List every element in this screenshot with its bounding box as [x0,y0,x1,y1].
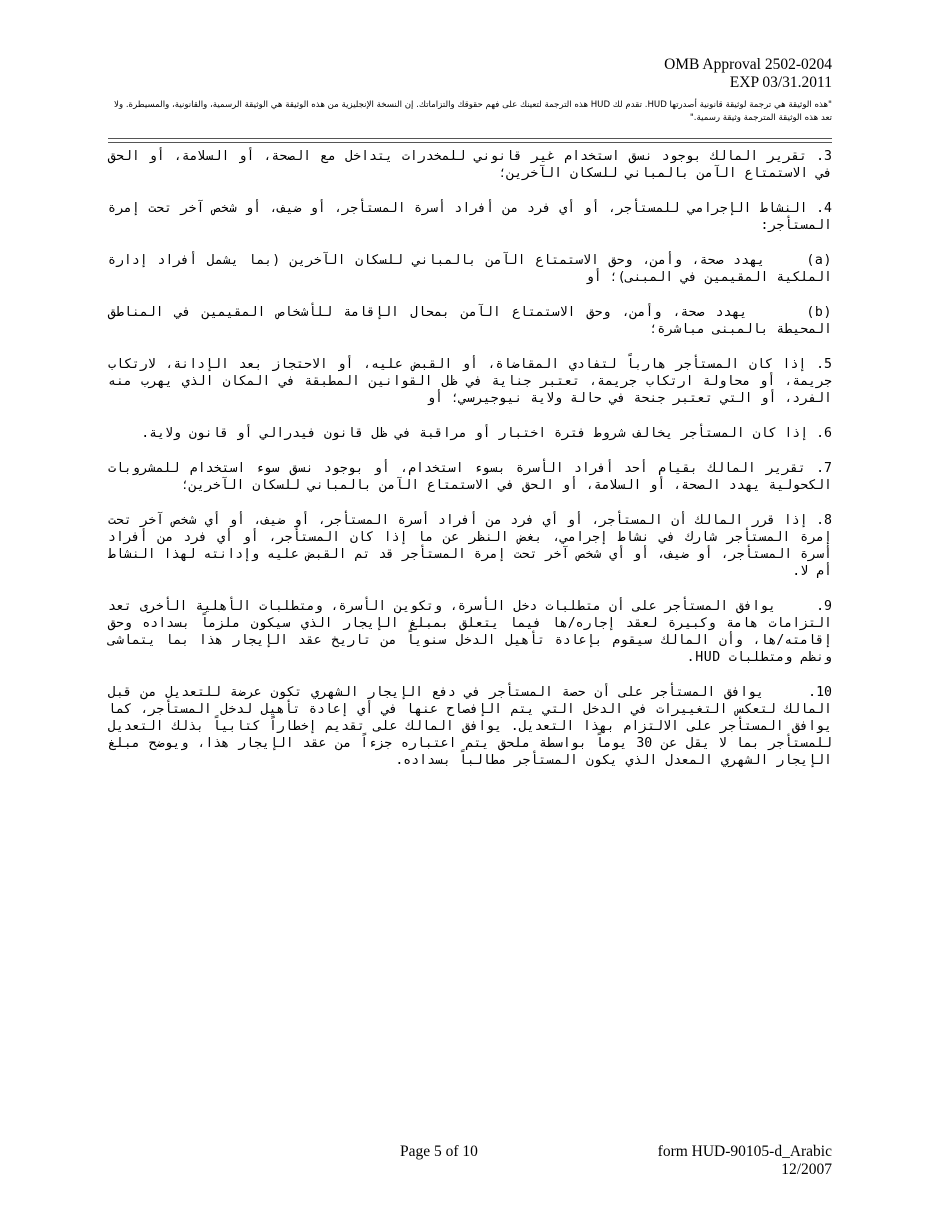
omb-header [664,56,832,92]
form-date: 12/2007 [781,1161,832,1178]
clause-7: 7. تقرير المالك بقيام أحد أفراد الأسرة بسوء استخدام، أو بوجود نسق سوء استخدام للمشروبات الكحولية يهدد الصحة، أو السلامة، أو الحق في الاستمتاع الآمن بالمباني للسكان الآخرين؛ [100,461,832,493]
translation-disclaimer: "هذه الوثيقة هي ترجمة لوثيقة قانونية أصدرتها HUD. تقدم لك HUD هذه الترجمة لتعينك على فهم حقوقك والتزاماتك. إن النسخة الإنجليزية من هذه الوثيقة هي الوثيقة الرسمية، والقانونية، والمسيطرة. ولا تعد هذه الوثيقة المترجمة وثيقة رسمية." [114,100,832,123]
form-number: form HUD-90105-d_Arabic [657,1143,832,1160]
header-divider-top [108,138,832,139]
clause-9: 9. يوافق المستأجر على أن متطلبات دخل الأسرة، وتكوين الأسرة، ومتطلبات الأهلية الأخرى تعد التزامات هامة وكبيرة لعقد إجاره/ها فيما يتعلق بمبلغ الإيجار الذي سيكون ملزماً بسداده وحق إقامته/ها، وأن المالك سيقوم بإعادة تأهيل الدخل سنوياً من تاريخ عقد الإيجار هذا بما يتماشى ونظم ومتطلبات HUD. [100,599,832,665]
document-body [100,148,832,787]
header-divider-bottom [108,142,832,143]
clause-4b: (b) يهدد صحة، وأمن، وحق الاستمتاع الآمن بمحال الإقامة للأشخاص المقيمين في المناطق المحيطة بالمبنى مباشرة؛ [100,305,832,337]
clause-6: 6. إذا كان المستأجر يخالف شروط فترة اختبار أو مراقبة في ظل قانون فيدرالي أو قانون ولاية. [141,426,832,441]
page-number: Page 5 of 10 [400,1143,478,1160]
clause-4a: (a) يهدد صحة، وأمن، وحق الاستمتاع الآمن بالمباني للسكان الآخرين (بما يشمل أفراد إدارة الملكية المقيمين في المبنى)؛ أو [100,253,832,285]
clause-4: 4. النشاط الإجرامي للمستأجر، أو أي فرد من أفراد أسرة المستأجر، أو ضيف، أو شخص آخر تحت إمرة المستأجر: [100,201,832,233]
omb-expiration-date: EXP 03/31.2011 [729,74,832,91]
clause-8: 8. إذا قرر المالك أن المستأجر، أو أي فرد من أفراد أسرة المستأجر، أو ضيف، أو أي شخص آخر تحت إمرة المستأجر شارك في نشاط إجرامي، بغض النظر عن ما إذا كان المستأجر، أو أي فرد من أفراد أسرة المستأجر، أو ضيف، أو أي شخص آخر تحت إمرة المستأجر قد تم القبض عليه وإدانته لهذا النشاط أم لا. [100,513,832,579]
clause-10: 10. يوافق المستأجر على أن حصة المستأجر في دفع الإيجار الشهري تكون عرضة للتعديل من قبل المالك لتعكس التغييرات في الدخل التي يتم الإفصاح عنها في أي إعادة تأهيل لدخل المستأجر، كما يوافق المستأجر على الالتزام بهذا التعديل. يوافق المالك على تقديم إخطاراً كتابياً بذلك التعديل للمستأجر بما لا يقل عن 30 يوماً بواسطة ملحق يتم اعتباره جزءاً من عقد الإيجار هذا، ويوضح مبلغ الإيجار الشهري المعدل الذي يكون المستأجر مطالباً بسداده. [100,685,832,768]
clause-5: 5. إذا كان المستأجر هارباً لتفادي المقاضاة، أو القبض عليه، أو الاحتجاز بعد الإدانة، لارتكاب جريمة، أو محاولة ارتكاب جريمة، تعتبر جناية في ظل القوانين المطبقة في المكان الذي يهرب منه الفرد، أو التي تعتبر جنحة في حالة ولاية نيوجيرسي؛ أو [100,357,832,406]
form-identifier [658,1143,832,1179]
omb-approval-number: OMB Approval 2502-0204 [664,56,832,73]
clause-3: 3. تقرير المالك بوجود نسق استخدام غير قانوني للمخدرات يتداخل مع الصحة، أو السلامة، أو الحق في الاستمتاع الآمن بالمباني للسكان الآخرين؛ [100,149,832,181]
